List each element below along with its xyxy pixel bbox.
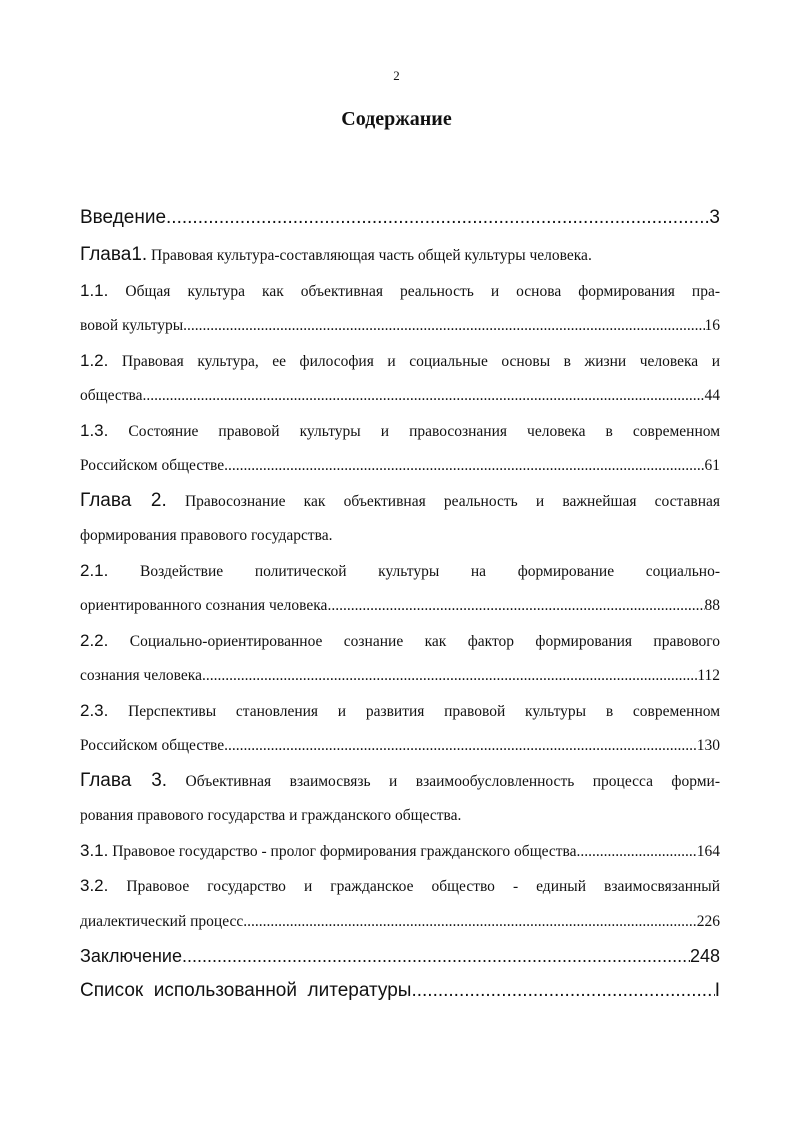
page-title: Содержание (341, 108, 452, 130)
toc-references-page: I (714, 980, 720, 1001)
toc-entry-references[interactable] (80, 973, 720, 1009)
toc-chapter-2-line2[interactable] (80, 519, 720, 554)
toc-section-1-3-line2[interactable] (80, 449, 720, 484)
section-2-1-text: Воздействие политической культуры на формирование социально- (140, 562, 721, 580)
section-3-2-page: 226 (696, 912, 720, 930)
chapter-1-prefix: Глава1. (80, 244, 148, 265)
toc-entry-conclusion[interactable] (80, 939, 720, 973)
dot-leader (166, 200, 709, 236)
toc-chapter-3-line1[interactable] (80, 764, 720, 800)
toc-section-3-2-line2[interactable] (80, 905, 720, 940)
dot-leader (202, 659, 697, 694)
section-1-1-text: Общая культура как объективная реальность и основа формирования пра- (125, 282, 720, 300)
chapter-3-title-cont: рования правового государства и гражданского общества. (80, 807, 462, 824)
section-1-1-text-cont: вовой культуры (80, 317, 184, 334)
section-1-3-text: Состояние правовой культуры и правосознания человека в современном (128, 422, 721, 440)
chapter-1-title: Правовая культура-составляющая часть общей культуры человека. (151, 247, 592, 264)
section-2-3-number: 2.3. (80, 700, 109, 720)
toc-section-1-2-line1[interactable] (80, 344, 720, 380)
toc-conclusion-label: Заключение (80, 946, 182, 966)
toc-references-label: Список использованной литературы (80, 980, 412, 1001)
toc-intro-label: Введение (80, 207, 167, 228)
section-1-1-page: 16 (704, 317, 720, 334)
toc-section-2-3-line1[interactable] (80, 694, 720, 730)
section-3-1-number: 3.1. (80, 840, 109, 860)
toc-section-2-1-line1[interactable] (80, 554, 720, 590)
toc-entry-intro[interactable] (80, 200, 720, 236)
section-1-1-number: 1.1. (80, 280, 109, 300)
dot-leader (183, 309, 704, 344)
section-2-2-page: 112 (697, 667, 720, 684)
toc-chapter-1[interactable] (80, 238, 720, 274)
section-1-3-page: 61 (704, 457, 720, 474)
section-3-1-text: Правовое государство - пролог формирования гражданского общества (112, 842, 577, 860)
section-1-2-text: Правовая культура, ее философия и социальные основы в жизни человека и (121, 352, 720, 370)
section-3-2-text: Правовое государство и гражданское общество - единый взаимосвязанный (126, 878, 721, 895)
dot-leader (411, 973, 714, 1009)
table-of-contents (80, 200, 720, 1009)
section-1-3-text-cont: Российском обществе (80, 457, 225, 474)
chapter-2-title: Правосознание как объективная реальность и важнейшая составная (184, 492, 720, 510)
section-3-2-text-cont: диалектический процесс (80, 912, 244, 930)
toc-section-1-2-line2[interactable] (80, 379, 720, 414)
toc-chapter-3-line2[interactable] (80, 799, 720, 834)
toc-section-2-3-line2[interactable] (80, 729, 720, 764)
chapter-3-title: Объективная взаимосвязь и взаимообусловленность процесса форми- (185, 772, 721, 790)
section-2-2-text-cont: сознания человека (80, 667, 202, 684)
toc-section-3-2-line1[interactable] (80, 869, 720, 905)
dot-leader (182, 939, 690, 973)
section-2-1-number: 2.1. (80, 560, 109, 580)
section-3-2-number: 3.2. (80, 876, 109, 895)
page-number: 2 (393, 68, 400, 83)
toc-conclusion-page: 248 (689, 946, 720, 966)
chapter-2-prefix: Глава 2. (80, 489, 167, 511)
dot-leader (243, 905, 696, 940)
section-2-2-number: 2.2. (80, 630, 109, 650)
section-1-2-page: 44 (704, 387, 720, 404)
toc-intro-page: 3 (709, 207, 720, 228)
section-2-1-page: 88 (704, 597, 720, 614)
section-2-3-page: 130 (696, 737, 720, 754)
dot-leader (577, 835, 697, 870)
dot-leader (142, 379, 704, 414)
section-2-1-text-cont: ориентированного сознания человека (80, 597, 328, 614)
section-1-3-number: 1.3. (80, 420, 109, 440)
section-1-2-text-cont: общества (80, 387, 143, 404)
toc-section-1-3-line1[interactable] (80, 414, 720, 450)
section-3-1-page: 164 (696, 842, 720, 860)
toc-section-1-1-line2[interactable] (80, 309, 720, 344)
dot-leader (327, 589, 704, 624)
toc-chapter-2-line1[interactable] (80, 484, 720, 520)
toc-section-2-1-line2[interactable] (80, 589, 720, 624)
dot-leader (224, 729, 697, 764)
toc-section-2-2-line1[interactable] (80, 624, 720, 660)
section-2-3-text-cont: Российском обществе (80, 737, 225, 754)
toc-section-3-1[interactable] (80, 834, 720, 870)
toc-section-2-2-line2[interactable] (80, 659, 720, 694)
section-1-2-number: 1.2. (80, 350, 109, 370)
dot-leader (224, 449, 704, 484)
section-2-3-text: Перспективы становления и развития правовой культуры в современном (128, 702, 721, 720)
chapter-3-prefix: Глава 3. (80, 769, 168, 791)
section-2-2-text: Социально-ориентированное сознание как фактор формирования правового (129, 632, 721, 650)
toc-section-1-1-line1[interactable] (80, 274, 720, 310)
chapter-2-title-cont: формирования правового государства. (80, 527, 333, 544)
